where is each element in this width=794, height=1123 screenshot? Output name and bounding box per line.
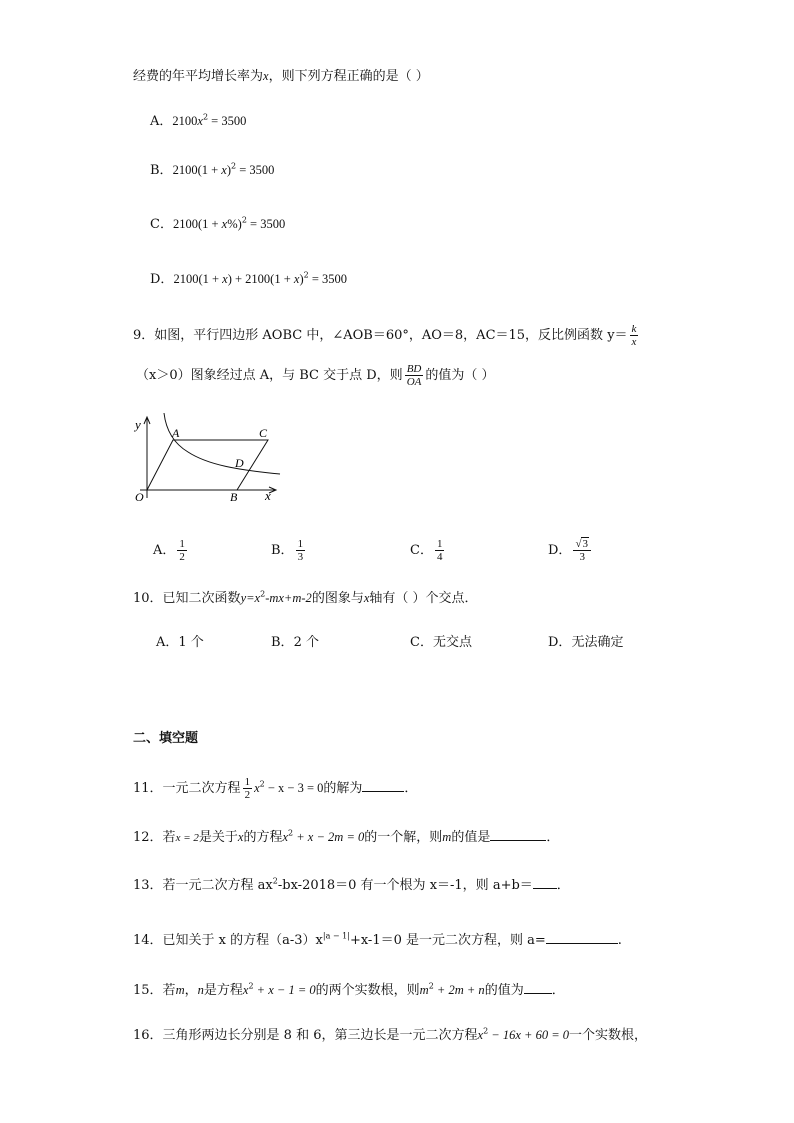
q8-option-d	[150, 269, 347, 290]
q10-option-a	[156, 633, 204, 653]
q15-stem-d: 的值为	[484, 983, 524, 998]
q16-eq-rest: − 16x + 60 = 0	[488, 1028, 570, 1042]
q10-func: y=x	[240, 591, 261, 605]
q15-number: 15．	[133, 983, 163, 998]
math-exp: 2	[202, 112, 209, 122]
option-label: D．	[150, 272, 174, 287]
q16-exp: 2	[483, 1026, 489, 1036]
q14-exp: |a − 1|	[322, 931, 350, 941]
q11-end: ．	[404, 781, 418, 796]
frac-num: 1	[436, 538, 443, 550]
q16-stem-b: 一个实数根，	[569, 1028, 648, 1043]
option-text: 1 个	[178, 635, 204, 650]
option-text: 无法确定	[571, 635, 624, 650]
q10-func-rest: -mx+m-2	[265, 591, 312, 605]
math-expr: %)	[227, 217, 242, 231]
q12-stem-c: 的方程	[243, 830, 283, 845]
frac-den: 4	[436, 551, 443, 563]
q9-option-b	[271, 538, 307, 563]
section-2-title: 二、填空题	[133, 731, 199, 746]
math-exp: 2	[303, 270, 309, 280]
q15-stem-b: 是方程	[203, 983, 243, 998]
q11-fraction	[243, 776, 253, 801]
q8-option-c	[150, 214, 285, 235]
q15-eq-rest: + x − 1 = 0	[253, 983, 316, 997]
q12-stem-d: 的一个解，则	[364, 830, 443, 845]
answer-blank[interactable]	[490, 826, 546, 841]
frac-num	[573, 538, 591, 551]
q15-stem-c: 的两个实数根，则	[315, 983, 420, 998]
math-expr: = 3500	[236, 163, 275, 177]
q15-stem-a: 若	[162, 983, 176, 998]
radical-sign: √	[575, 538, 582, 550]
question-9-line-2	[136, 363, 495, 388]
q9-stem-1: 如图，平行四边形 AOBC 中，∠AOB＝60°，AO＝8，AC＝15，反比例函数 y＝	[154, 328, 628, 343]
math-var: x	[221, 163, 227, 177]
answer-blank[interactable]	[533, 874, 557, 889]
question-16	[133, 1025, 647, 1046]
question-15	[133, 979, 565, 1001]
q11-exp: 2	[259, 779, 265, 789]
question-11	[133, 776, 417, 801]
q10-stem-b: 的图象与	[311, 591, 364, 606]
math-expr: 2100(1 +	[172, 163, 222, 177]
q10-stem-c: 轴有（ ）个交点．	[369, 591, 478, 606]
label-d: D	[235, 456, 244, 470]
q15-expr-var: m	[419, 983, 429, 997]
question-10-stem	[133, 588, 478, 609]
q9-figure	[128, 410, 288, 505]
q16-eq-var: x	[477, 1028, 484, 1042]
q10-stem-a: 已知二次函数	[162, 591, 241, 606]
question-8-stem	[133, 66, 429, 87]
q11-eq-rest: − x − 3 = 0	[264, 781, 324, 795]
q8-stem-text: 经费的年平均增长率为	[133, 69, 264, 84]
frac-den: 2	[179, 551, 185, 563]
q10-option-b	[271, 633, 319, 653]
q9-stem-2b: 的值为（ ）	[425, 368, 495, 383]
math-expr: )	[299, 272, 304, 286]
frac-num: k	[631, 323, 637, 335]
q13-exp: 2	[272, 876, 278, 886]
label-a: A	[172, 426, 180, 440]
q8-var: x	[263, 69, 269, 83]
parallelogram-aobc	[147, 440, 268, 490]
frac-num: 1	[244, 776, 251, 788]
option-fraction	[573, 538, 591, 563]
q11-number: 11．	[133, 781, 163, 796]
option-label: C．	[150, 217, 173, 232]
question-14	[133, 929, 622, 951]
hyperbola-curve	[164, 413, 280, 474]
label-c: C	[259, 426, 268, 440]
question-9-line-1	[133, 323, 640, 348]
option-label: C．	[410, 635, 433, 650]
q10-func-exp: 2	[260, 589, 266, 599]
q15-exp: 2	[248, 981, 254, 991]
q13-stem-a: 若一元二次方程 ax	[162, 878, 273, 893]
math-expr: = 3500	[208, 114, 247, 128]
option-fraction	[177, 538, 187, 563]
question-13	[133, 874, 570, 896]
label-b: B	[230, 490, 238, 504]
option-label: A．	[150, 114, 173, 129]
q10-var: x	[363, 591, 370, 605]
q9-fraction-k-over-x	[630, 323, 639, 348]
q12-number: 12．	[133, 830, 163, 845]
option-label: A．	[153, 543, 176, 558]
q15-end: ．	[551, 983, 565, 998]
math-expr: ) + 2100(1 +	[227, 272, 294, 286]
frac-den: 3	[579, 551, 585, 563]
math-var: x	[197, 114, 203, 128]
q9-option-a	[153, 538, 189, 563]
math-expr: 2100	[172, 114, 198, 128]
math-expr: (1 +	[198, 272, 223, 286]
q15-m: m	[175, 983, 185, 997]
frac-num: BD	[406, 363, 422, 375]
q12-eq-var: x	[282, 830, 289, 844]
q11-var: x	[254, 781, 260, 795]
question-12	[133, 826, 559, 848]
q16-number: 16．	[133, 1028, 163, 1043]
q12-m: m	[442, 830, 452, 844]
math-expr: 2100(1 +	[172, 217, 222, 231]
q15-expr-rest: + 2m + n	[433, 983, 485, 997]
frac-den: OA	[406, 376, 422, 388]
q12-stem-a: 若	[162, 830, 176, 845]
q13-end: ．	[556, 878, 570, 893]
math-exp: 2	[241, 215, 247, 225]
option-label: B．	[271, 635, 294, 650]
q14-stem-a: 已知关于 x 的方程（a-3）x	[162, 933, 323, 948]
q9-option-c	[410, 538, 446, 563]
option-fraction	[435, 538, 445, 563]
q9-stem-2a: （x＞0）图象经过点 A，与 BC 交于点 D，则	[136, 368, 403, 383]
math-var: x	[293, 272, 300, 286]
math-expr: = 3500	[308, 272, 348, 286]
option-label: A．	[156, 635, 179, 650]
label-o: O	[135, 490, 144, 504]
q10-number: 10．	[133, 591, 163, 606]
q14-number: 14．	[133, 933, 163, 948]
q12-eq-rest: + x − 2m = 0	[293, 830, 365, 844]
answer-blank[interactable]	[362, 777, 404, 792]
q12-stem-e: 的值是	[451, 830, 491, 845]
q9-fraction-bd-over-oa	[405, 363, 424, 388]
q12-end: ．	[546, 830, 560, 845]
q15-expr-exp: 2	[428, 981, 434, 991]
radicand: 3	[582, 538, 588, 550]
math-expr: )	[226, 163, 232, 177]
option-fraction	[296, 538, 306, 563]
q10-option-d	[548, 633, 623, 653]
q16-stem-a: 三角形两边长分别是 8 和 6，第三边长是一元二次方程	[162, 1028, 478, 1043]
q12-exp: 2	[288, 828, 294, 838]
math-var: x	[222, 272, 228, 286]
q14-end: .	[617, 933, 622, 948]
q14-stem-b: +x-1＝0 是一元二次方程，则 a=	[349, 933, 546, 948]
q13-stem-b: -bx-2018＝0 有一个根为 x＝-1，则 a+b＝	[277, 878, 533, 893]
q8-stem-end: ，则下列方程正确的是（ ）	[268, 69, 429, 84]
option-label: B．	[150, 163, 173, 178]
option-label: C．	[410, 543, 433, 558]
label-x: x	[265, 488, 271, 503]
q11-stem-a: 一元二次方程	[162, 781, 241, 796]
math-expr: 2100	[173, 272, 199, 286]
q15-eq-var: x	[242, 983, 249, 997]
frac-num: 1	[297, 538, 304, 550]
label-y: y	[135, 417, 141, 432]
q8-option-a	[150, 111, 246, 132]
option-label: D．	[548, 543, 572, 558]
q12-stem-b: 是关于	[198, 830, 238, 845]
option-text: 2 个	[293, 635, 319, 650]
answer-blank[interactable]	[546, 929, 618, 944]
q15-comma: ，	[184, 983, 198, 998]
q15-n: n	[197, 983, 204, 997]
q11-stem-b: 的解为	[323, 781, 363, 796]
q8-option-b	[150, 160, 274, 181]
q9-option-d	[548, 538, 593, 563]
q12-cond: x = 2	[175, 832, 199, 844]
answer-blank[interactable]	[524, 979, 552, 994]
math-expr: = 3500	[246, 217, 286, 231]
option-text: 无交点	[432, 635, 472, 650]
option-label: B．	[271, 543, 294, 558]
option-label: D．	[548, 635, 572, 650]
frac-den: x	[631, 336, 637, 348]
math-exp: 2	[231, 161, 237, 171]
q12-var: x	[237, 830, 244, 844]
frac-num: 1	[179, 538, 185, 550]
q13-number: 13．	[133, 878, 163, 893]
frac-den: 2	[244, 789, 251, 801]
frac-den: 3	[297, 551, 304, 563]
q9-number: 9．	[133, 328, 155, 343]
q10-option-c	[410, 633, 472, 653]
math-var: x	[221, 217, 228, 231]
